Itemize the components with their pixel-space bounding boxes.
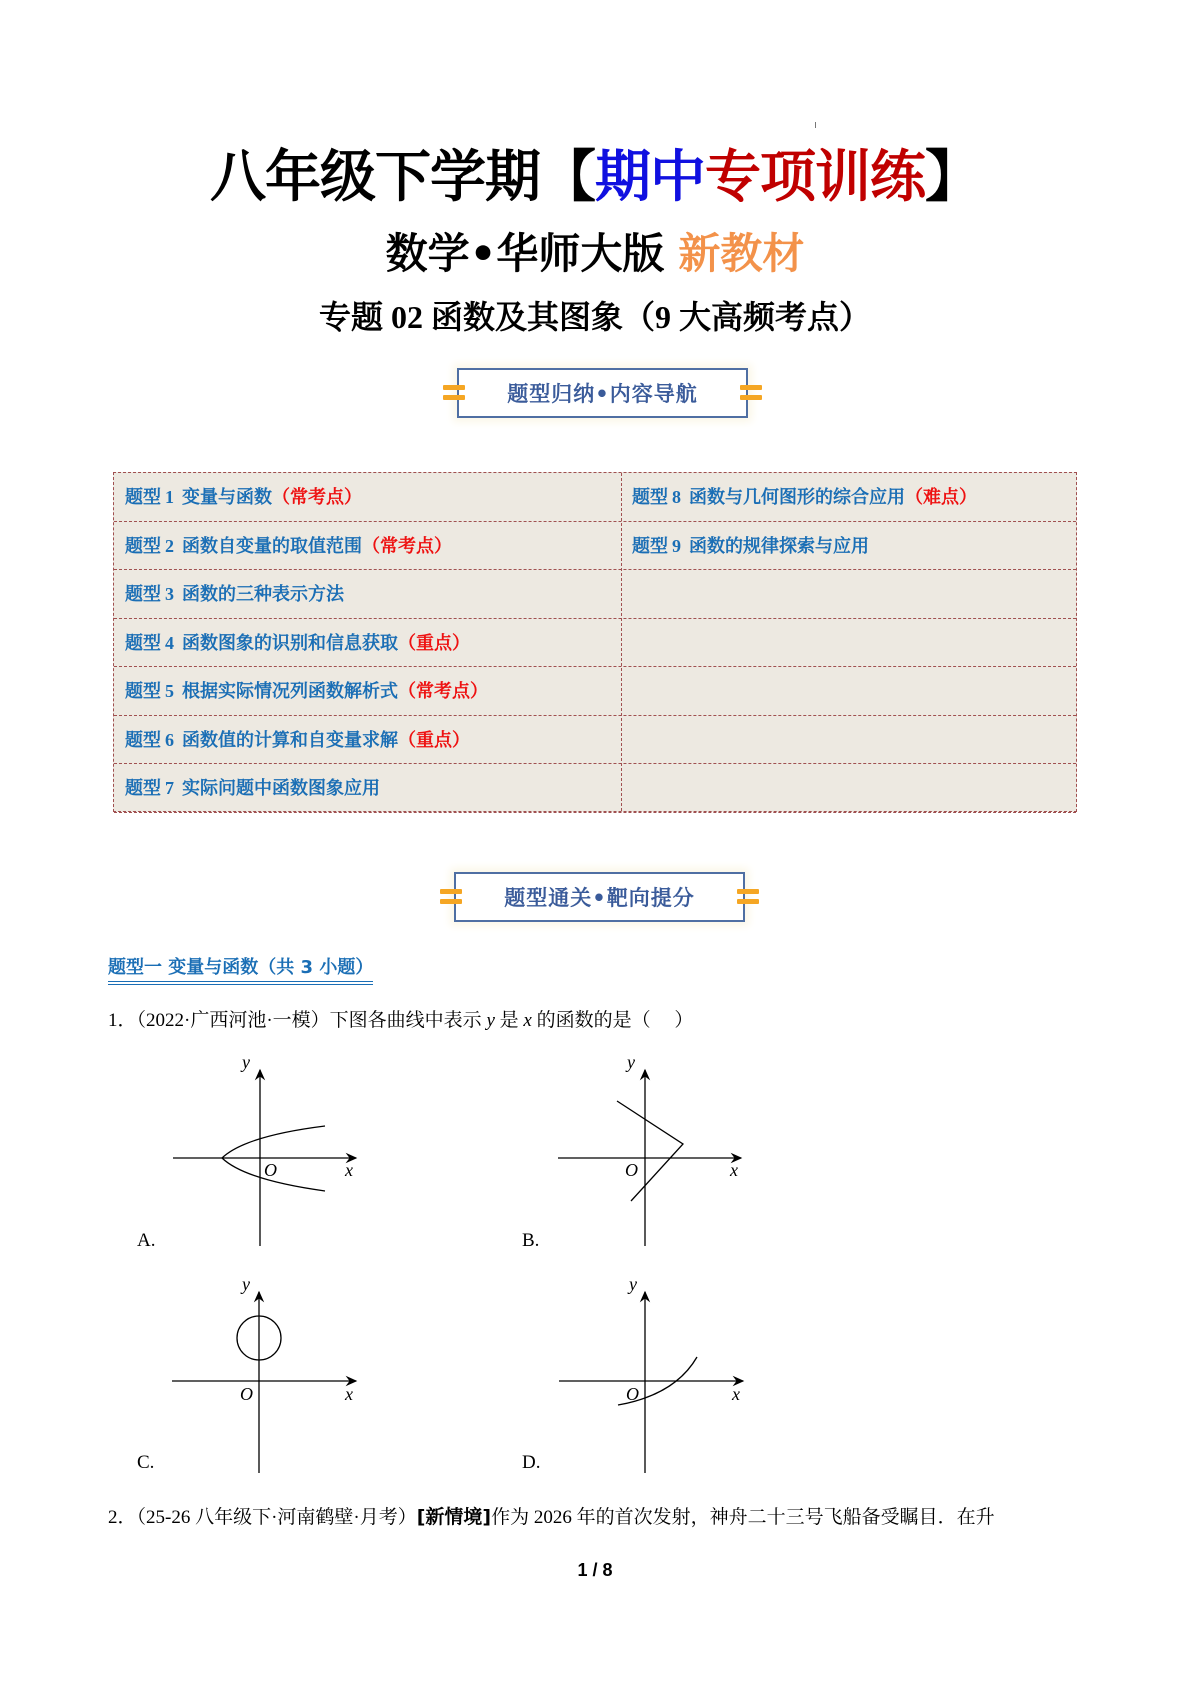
svg-text:x: x — [730, 1160, 738, 1180]
nav-item-1[interactable]: 题型 1 变量与函数（常考点） — [125, 487, 362, 508]
practice-banner — [437, 866, 762, 928]
topic-navigation-table — [113, 472, 1077, 812]
question-number: 2． — [108, 1507, 137, 1528]
topic-title: 专题 02 函数及其图象（9 大高频考点） — [318, 299, 871, 335]
nav-item-7[interactable]: 题型 7 实际问题中函数图象应用 — [125, 778, 380, 799]
equals-decor-icon — [740, 385, 762, 401]
nav-item-5[interactable]: 题型 5 根据实际情况列函数解析式（常考点） — [125, 681, 488, 702]
table-row — [114, 522, 1076, 571]
subtitle — [0, 228, 1190, 280]
svg-text:O: O — [626, 1384, 639, 1404]
question-2: 2．（25-26 八年级下·河南鹤壁·月考）[新情境]作为 2026 年的首次发射，神舟二十三号飞船备受瞩目．在升 — [108, 1506, 995, 1528]
equals-decor-icon — [440, 889, 462, 905]
option-b-label[interactable]: B. — [522, 1230, 540, 1251]
svg-text:x: x — [345, 1384, 353, 1404]
nav-banner-label: 题型归纳•内容导航 — [507, 382, 698, 406]
svg-text:O: O — [264, 1160, 277, 1180]
title-part-black: 八年级下学期【 — [210, 145, 595, 210]
nav-item-9[interactable]: 题型 9 函数的规律探索与应用 — [632, 535, 869, 557]
svg-text:x: x — [345, 1160, 353, 1180]
question-source: （25-26 八年级下·河南鹤壁·月考） — [136, 1507, 417, 1528]
nav-item-6[interactable]: 题型 6 函数值的计算和自变量求解（重点） — [125, 729, 470, 751]
new-context-tag: [新情境] — [416, 1506, 492, 1528]
question-number: 1． — [108, 1010, 137, 1031]
nav-banner-box — [457, 368, 748, 418]
column-divider — [621, 473, 622, 811]
table-row — [114, 764, 1076, 813]
nav-item-3[interactable]: 题型 3 函数的三种表示方法 — [125, 584, 344, 605]
table-row — [114, 619, 1076, 668]
graph-option-a[interactable] — [160, 1058, 370, 1248]
option-c-label[interactable]: C. — [137, 1452, 155, 1473]
title-part-red: 专项训练 — [705, 145, 925, 210]
option-d-label[interactable]: D. — [522, 1452, 541, 1473]
svg-text:y: y — [242, 1280, 250, 1294]
page-mark — [815, 122, 816, 128]
nav-banner — [440, 362, 765, 424]
nav-item-2[interactable]: 题型 2 函数自变量的取值范围（常考点） — [125, 535, 452, 557]
title-part-close: 】 — [925, 145, 980, 210]
table-row — [114, 716, 1076, 765]
title-part-blue: 期中 — [595, 145, 705, 210]
graph-option-b[interactable] — [545, 1058, 755, 1248]
subtitle-edition: 数学•华师大版 — [385, 229, 665, 278]
svg-text:y: y — [629, 1280, 637, 1294]
table-row — [114, 473, 1076, 522]
main-title — [0, 146, 1190, 210]
option-a-label[interactable]: A. — [137, 1230, 156, 1251]
svg-text:O: O — [240, 1384, 253, 1404]
svg-text:y: y — [242, 1058, 250, 1072]
table-row — [114, 667, 1076, 716]
nav-item-4[interactable]: 题型 4 函数图象的识别和信息获取（重点） — [125, 632, 470, 654]
practice-banner-label: 题型通关•靶向提分 — [504, 886, 695, 910]
svg-text:y: y — [627, 1058, 635, 1072]
svg-text:x: x — [732, 1384, 740, 1404]
question-source: （2022·广西河池·一模） — [136, 1010, 330, 1031]
nav-item-8[interactable]: 题型 8 函数与几何图形的综合应用（难点） — [632, 487, 977, 508]
subtitle-new-textbook: 新教材 — [678, 229, 805, 278]
page-number: 1 / 8 — [577, 1560, 613, 1580]
question-1: 1．（2022·广西河池·一模）下图各曲线中表示 y 是 x 的函数的是（ ） — [108, 1010, 694, 1031]
svg-text:O: O — [625, 1160, 638, 1180]
equals-decor-icon — [443, 385, 465, 401]
table-row — [114, 570, 1076, 619]
graph-option-d[interactable] — [545, 1280, 755, 1475]
equals-decor-icon — [737, 889, 759, 905]
practice-banner-box — [454, 872, 745, 922]
graph-option-c[interactable] — [160, 1280, 370, 1475]
section-heading[interactable]: 题型一 变量与函数（共 3 小题） — [108, 956, 373, 985]
